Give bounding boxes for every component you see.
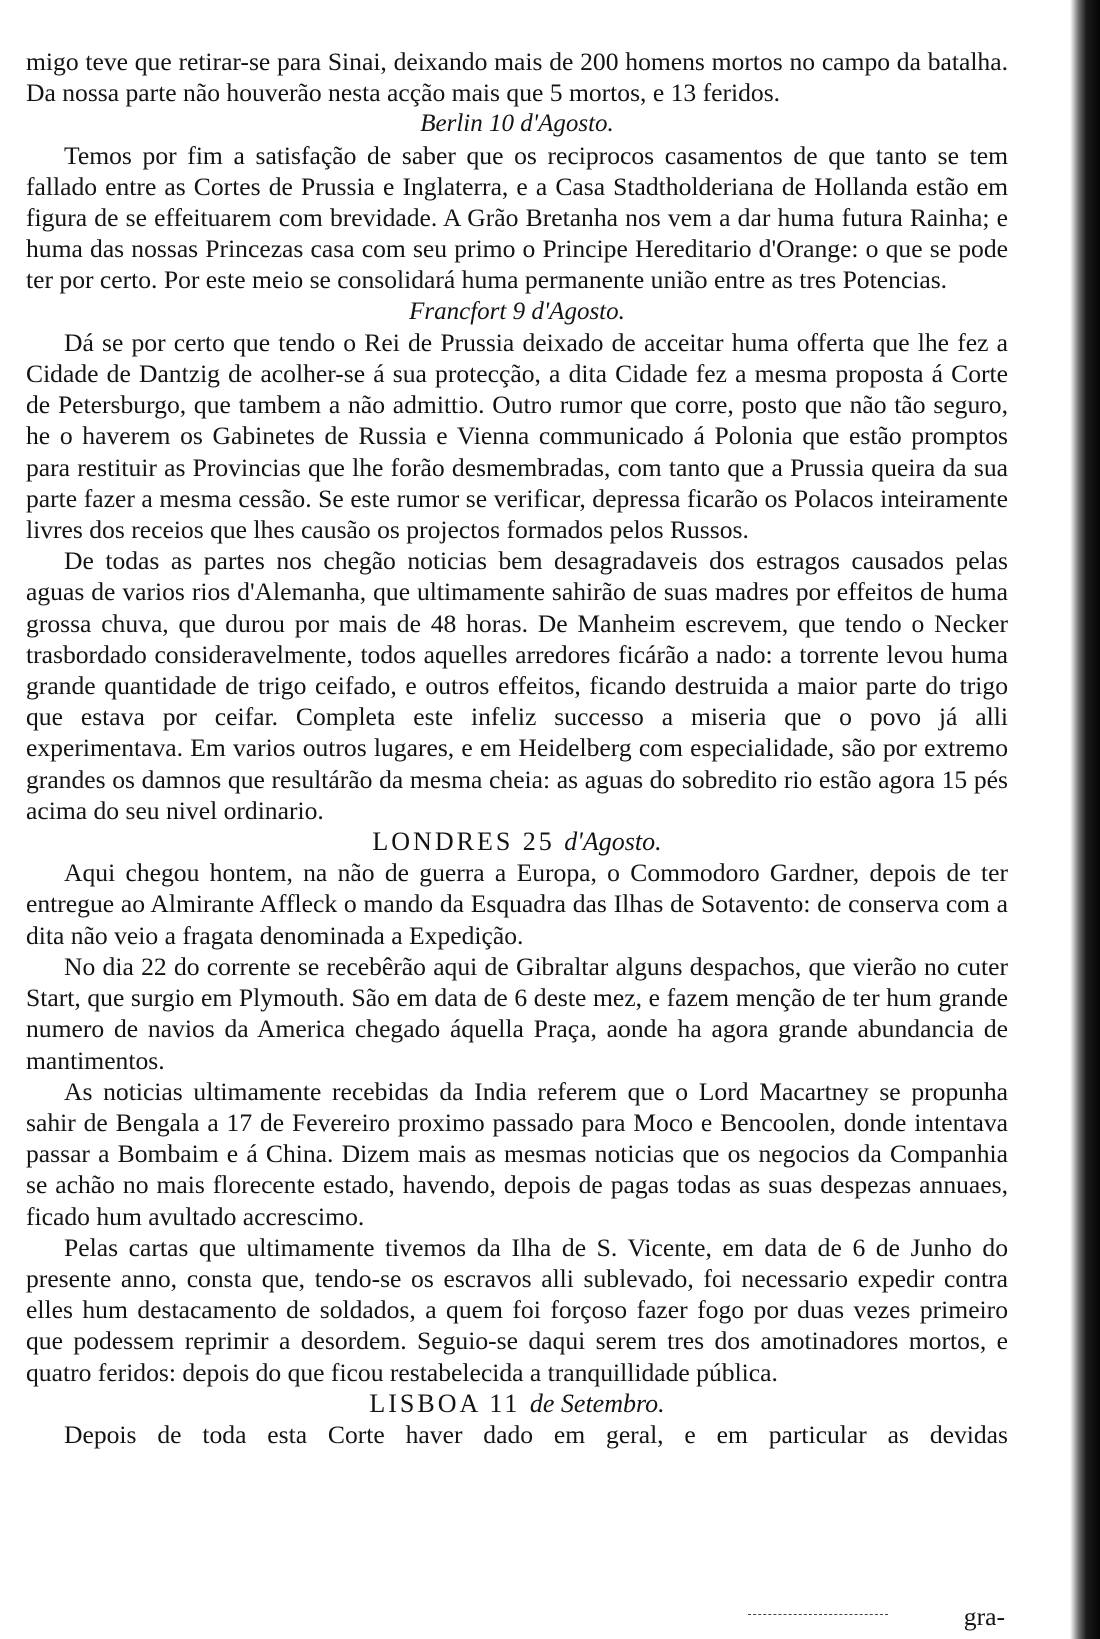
dateline-berlin: Berlin 10 d'Agosto. <box>420 110 614 138</box>
dateline-place: LONDRES 25 <box>372 827 555 857</box>
paragraph: Temos por fim a satisfação de saber que os reciprocos casamentos de que tanto se tem fallado entre as Cortes de Prussia e Inglaterra, e a Casa Stadtholderiana de Hollanda estão em figura de se effeituarem com brevidade. A Grão Bretanha nos vem a dar huma futura Rainha; e huma das nossas Princezas casa com seu primo o Principe Hereditario d'Orange: o que se pode ter por certo. Por este meio se consolidará huma permanente união entre as tres Potencias. <box>26 140 1008 295</box>
paragraph: Pelas cartas que ultimamente tivemos da Ilha de S. Vicente, em data de 6 de Junho do presente anno, consta que, tendo-se os escravos alli sublevado, foi necessario expedir contra elles hum destacamento de soldados, a quem foi forçoso fazer fogo por duas vezes primeiro que podessem reprimir a desordem. Seguio-se daqui serem tres dos amotinadores mortos, e quatro feridos: depois do que ficou restabelecida a tranquillidade pública. <box>26 1232 1008 1387</box>
paragraph: Aqui chegou hontem, na não de guerra a Europa, o Commodoro Gardner, depois de ter entregue ao Almirante Affleck o mando da Esquadra das Ilhas de Sotavento: de conserva com a dita não veio a fragata denominada a Expedição. <box>26 858 1008 950</box>
dateline-date: d'Agosto. <box>564 827 662 857</box>
footer-rule <box>748 1614 888 1615</box>
paragraph: No dia 22 do corrente se recebêrão aqui de Gibraltar alguns despachos, que vierão no cuter Start, que surgio em Plymouth. São em data de 6 deste mez, e fazem menção de ter hum grande numero de navios da America chegado áquella Praça, aonde ha agora grande abundancia de mantimentos. <box>26 951 1008 1075</box>
dateline-londres <box>26 826 1008 857</box>
catchword: gra- <box>963 1602 1005 1631</box>
dateline-lisboa <box>26 1388 1008 1419</box>
page-edge-shadow <box>1070 0 1100 1639</box>
paragraph: De todas as partes nos chegão noticias bem desagradaveis dos estragos causados pelas aguas de varios rios d'Alemanha, que ultimamente sahirão de suas madres por effeitos de huma grossa chuva, que durou por mais de 48 horas. De Manheim escrevem, que tendo o Necker trasbordado consideravelmente, todos aquelles arredores ficárão a nado: a torrente levou huma grande quantidade de trigo ceifado, e outros effeitos, ficando destruida a maior parte do trigo que estava por ceifar. Completa este infeliz successo a miseria que o povo já alli experimentava. Em varios outros lugares, e em Heidelberg com especialidade, são por extremo grandes os damnos que resultárão da mesma cheia: as aguas do sobredito rio estão agora 15 pés acima do seu nivel ordinario. <box>26 546 1008 825</box>
dateline-place: LISBOA 11 <box>369 1388 521 1418</box>
dateline-date: de Setembro. <box>529 1388 665 1418</box>
newspaper-page <box>26 46 1008 1450</box>
paragraph: As noticias ultimamente recebidas da India referem que o Lord Macartney se propunha sahir de Bengala a 17 de Fevereiro proximo passado para Moco e Bencoolen, donde intentava passar a Bombaim e á China. Dizem mais as mesmas noticias que os negocios da Companhia se achão no mais florecente estado, havendo, depois de pagas todas as suas despezas annuaes, ficado hum avultado accrescimo. <box>26 1076 1008 1231</box>
paragraph: migo teve que retirar-se para Sinai, deixando mais de 200 homens mortos no campo da batalha. Da nossa parte não houverão nesta acção mais que 5 mortos, e 13 feridos. <box>26 47 1008 108</box>
paragraph: Dá se por certo que tendo o Rei de Prussia deixado de acceitar huma offerta que lhe fez a Cidade de Dantzig de acolher-se á sua protecção, a dita Cidade fez a mesma proposta á Corte de Petersburgo, que tambem a não admittio. Outro rumor que corre, posto que não tão seguro, he o haverem os Gabinetes de Russia e Vienna communicado á Polonia que estão promptos para restituir as Provincias que lhe forão desmembradas, com tanto que a Prussia queira da sua parte fazer a mesma cessão. Se este rumor se verificar, depressa ficarão os Polacos inteiramente livres dos receios que lhes causão os projectos formados pelos Russos. <box>26 327 1008 545</box>
paragraph: Depois de toda esta Corte haver dado em geral, e em particular as devidas <box>64 1419 1008 1449</box>
dateline-francfort: Francfort 9 d'Agosto. <box>409 297 625 325</box>
